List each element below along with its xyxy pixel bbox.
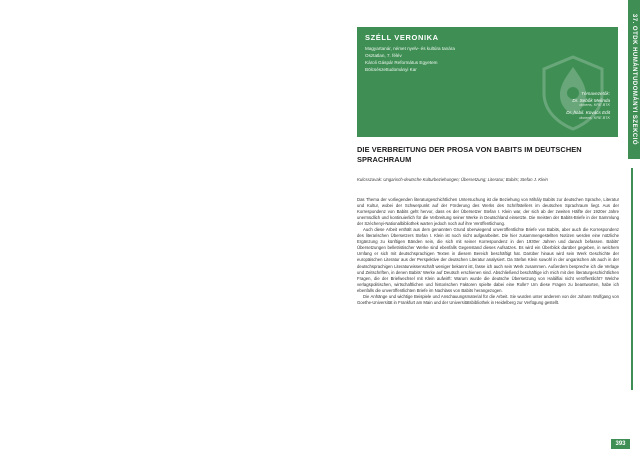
advisor-title: docens, KRE BTK [579,103,610,108]
page-number: 393 [611,439,630,449]
advisors-heading: Témavezetők: [581,91,610,96]
body-paragraph: Die Anhänge und wichtige Beispiele und Anschauungsmaterial für die Arbeit. Sie wurden unter anderem von der Johann Wolfgang von Goethe-Universität in Frankfurt am Main und der Universitätsbibliothek in Heidelberg zur Verfügung gestellt. [357,293,619,305]
advisor-title: docens, KRE BTK [579,115,610,120]
author-info-box [357,27,618,137]
article-title: DIE VERBREITUNG DER PROSA VON BABITS IM DEUTSCHEN SPRACHRAUM [357,145,582,164]
affiliation-line: Osztatlan, 7. félév [365,53,402,58]
affiliation-line: Magyartanár, német nyelv- és kultúra tanára [365,46,455,51]
author-name: SZÉLL VERONIKA [365,33,439,42]
section-side-tab-label: 37. OTDK HUMÁNTUDOMÁNYI SZEKCIÓ [631,13,637,146]
advisors-block [566,91,610,122]
body-paragraph: Das Thema der vorliegenden literaturgeschichtlichen Untersuchung ist die Beziehung von Mihály Babits zur deutschen Sprache, Literatur und Kultur, wobei der Schwerpunkt auf der Förderung des Werks des Schriftstellers im deutschen Sprachraum liegt. Aus der Korrespondenz von Babits geht hervor, dass es der Übersetzer Stefan I. Klein war, der sich ab der zweiten Hälfte der 1920er Jahre unermüdlich und kontinuierlich für die Verbreitung seiner Werke in Deutschland einsetzte. Die meisten der Babits-Briefe in der Sammlung der Széchenyi-Nationalbibliothek warten jedoch noch auf ihre Veröffentlichung. [357,197,619,227]
advisor-name: Dr. habil. Kovács Edit [566,110,610,116]
keywords: Kulcsszavak: Ungarisch-deutsche Kulturbeziehungen; Übersetzung; Literatur; Babits; Stefan J. Klein [357,177,548,182]
body-paragraph: Auch diese Arbeit enthält aus dem genannten Grund überwiegend unveröffentlichte Briefe von Babits, aber auch die Korrespondenz des literarischen Übersetzers Stefan I. Klein ist noch nicht aufgearbeitet. Die hier zusammengestellten Notizen werden eine nützliche Ergänzung zu künftigen Bänden sein, die sich mit seiner Korrespondenz in den 1930er Jahren und danach befassen. Babits' Übersetzungen belletristischer Werke sind ebenfalls Gegenstand dieses Aufsatzes. Es wird ein Überblick darüber gegeben, in welchem Umfang er sich mit deutschsprachigen Texten in diesem Bereich beschäftigt hat. Darüber hinaus wird sein Werk Geschichte der europäischen Literatur aus der Perspektive der deutschen Literatur analysiert. Da Stefan Klein sowohl in der ungarischen als auch in der deutschsprachigen Literaturwissenschaft weniger bekannt ist, fasse ich auch sein Werk zusammen. Außerdem bespreche ich die Verlage und Zeitschriften, in denen Babits' Werke auf Deutsch erschienen sind. Abschließend beschäftige ich mich mit den literaturgeschichtlichen Fragen, die der Briefwechsel mit Klein aufwirft: Warum wurde die deutsche Übersetzung von Halálfiai nicht veröffentlicht? Welche verlagspolitischen, wirtschaftlichen und historischen Faktoren spielte dabei eine Rolle? Um diese Fragen zu beantworten, habe ich ebenfalls die unveröffentlichten Briefe im Nachlass von Babits herangezogen. [357,227,619,293]
article-body [357,197,619,306]
side-divider-line [631,168,633,390]
affiliation-line: Károli Gáspár Református Egyetem [365,60,438,65]
section-side-tab [628,0,640,159]
advisor-name: Dr. Sebők Melinda [572,98,610,103]
affiliation-line: Bölcsészettudományi Kar [365,67,417,72]
